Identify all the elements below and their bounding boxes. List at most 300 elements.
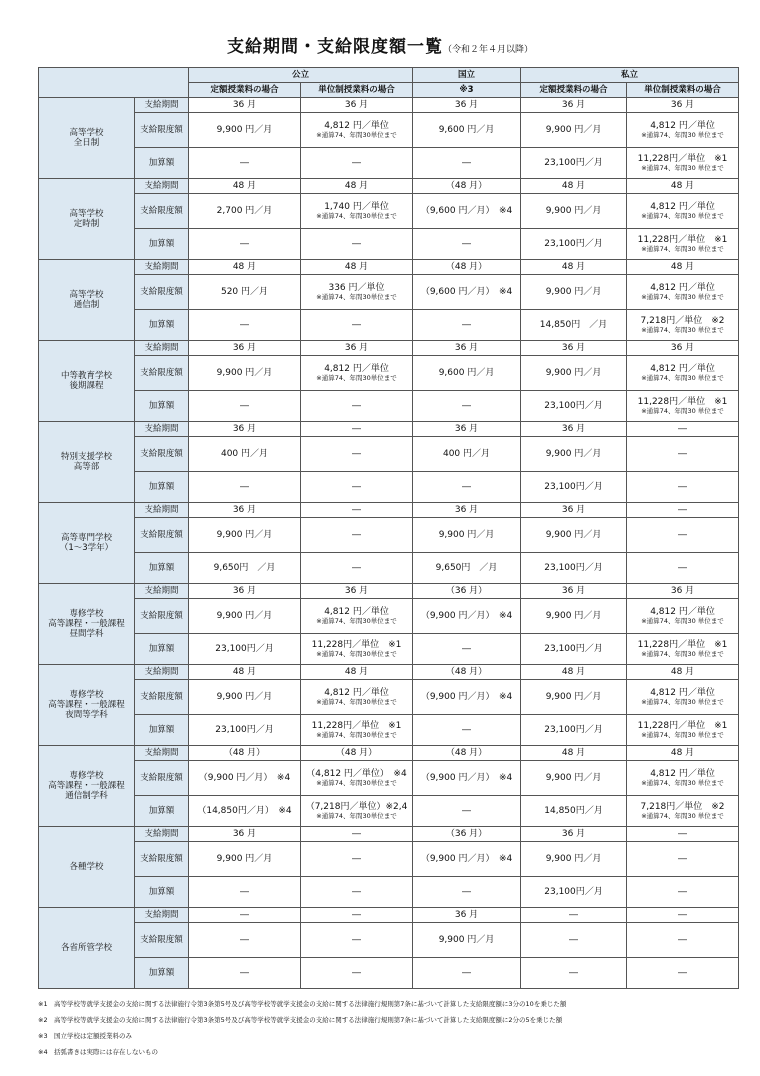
data-cell (413, 98, 521, 113)
school-name (39, 908, 135, 989)
data-cell (413, 148, 521, 179)
cell-value: ― (678, 449, 688, 459)
cell-value: ― (240, 482, 249, 492)
cell-value: ― (678, 505, 688, 515)
data-cell (189, 746, 301, 761)
cell-value: 48 月 (561, 262, 586, 272)
data-cell (521, 98, 627, 113)
cell-note: ※通算74、年間30 単位まで (641, 245, 724, 253)
cell-note: ※通算74、年間30単位まで (316, 293, 397, 301)
data-cell (189, 923, 301, 958)
data-cell (413, 260, 521, 275)
cell-value: 4,812 円／単位 (650, 121, 715, 131)
cell-value: ― (462, 644, 472, 654)
row-label: 加算額 (135, 310, 189, 341)
data-cell (521, 341, 627, 356)
cell-value: 23,100円／月 (544, 887, 603, 897)
data-cell (627, 518, 739, 553)
school-name (39, 260, 135, 341)
cell-note: ※通算74、年間30 単位まで (641, 212, 724, 220)
data-cell (627, 341, 739, 356)
table-row (39, 194, 739, 229)
cell-value: ― (352, 968, 361, 978)
data-cell (413, 908, 521, 923)
cell-value: 9,900 円／月 (545, 692, 602, 702)
footnote-text: 高等学校等就学支援金の支給に関する法律施行令第3条第5号及び高等学校等就学支援金の支給に関する法律施行規則第7条に基づいて計算した支給限度額に3分の10を乗じた額 (54, 1000, 567, 1008)
data-cell (521, 665, 627, 680)
data-cell (301, 680, 413, 715)
table-row (39, 634, 739, 665)
cell-value: ― (352, 449, 361, 459)
cell-value: ― (240, 320, 249, 330)
data-cell (627, 827, 739, 842)
row-label: 支給期間 (135, 665, 189, 680)
table-row (39, 341, 739, 356)
data-cell (521, 827, 627, 842)
cell-value: 23,100円／月 (544, 401, 603, 411)
data-cell (521, 599, 627, 634)
data-cell (189, 148, 301, 179)
row-label: 加算額 (135, 715, 189, 746)
data-cell (189, 341, 301, 356)
table-row (39, 842, 739, 877)
cell-value: ― (240, 910, 249, 920)
footnote-text: 高等学校等就学支援金の支給に関する法律施行令第3条第5号及び高等学校等就学支援金の支給に関する法律施行規則第7条に基づいて計算した支給限度額に2分の5を乗じた額 (54, 1016, 563, 1024)
data-cell (301, 715, 413, 746)
school-name-line: 通信制学科 (65, 791, 108, 801)
data-cell (413, 584, 521, 599)
cell-note: ※通算74、年間30 単位まで (641, 374, 724, 382)
data-cell (627, 877, 739, 908)
data-cell (627, 503, 739, 518)
data-cell (521, 391, 627, 422)
data-cell (189, 877, 301, 908)
data-cell (301, 422, 413, 437)
data-cell (413, 958, 521, 989)
footnote (38, 1044, 738, 1060)
data-cell (301, 148, 413, 179)
data-cell (521, 310, 627, 341)
row-label: 支給期間 (135, 179, 189, 194)
cell-value: ― (352, 935, 361, 945)
data-cell (189, 715, 301, 746)
table-row (39, 665, 739, 680)
data-cell (189, 98, 301, 113)
data-cell (189, 113, 301, 148)
cell-note: ※通算74、年間30単位まで (316, 374, 397, 382)
cell-value: ― (678, 910, 688, 920)
cell-value: 36 月 (454, 505, 479, 515)
data-cell (627, 472, 739, 503)
cell-note: ※通算74、年間30単位まで (316, 212, 397, 220)
cell-value: 9,900 円／月 (545, 449, 602, 459)
data-cell (521, 634, 627, 665)
data-cell (301, 908, 413, 923)
data-cell (413, 877, 521, 908)
cell-value: 9,900 円／月 (545, 368, 602, 378)
cell-value: ― (352, 482, 361, 492)
cell-note: ※通算74、年間30 単位まで (641, 617, 724, 625)
data-cell (413, 113, 521, 148)
cell-value: （9,900 円／月） ※4 (420, 773, 513, 783)
header-col-4: 単位制授業料の場合 (627, 83, 739, 98)
cell-value: （9,900 円／月） ※4 (420, 692, 513, 702)
cell-value: ― (352, 239, 361, 249)
data-cell (301, 665, 413, 680)
data-cell (413, 194, 521, 229)
cell-value: ― (462, 158, 472, 168)
data-cell (521, 877, 627, 908)
data-cell (627, 715, 739, 746)
title-sub: （令和２年４月以降） (442, 45, 533, 55)
cell-value: 36 月 (344, 100, 369, 110)
table-row (39, 923, 739, 958)
cell-value: 23,100円／月 (215, 644, 274, 654)
data-cell (301, 260, 413, 275)
data-cell (301, 923, 413, 958)
row-label: 支給期間 (135, 908, 189, 923)
cell-value: 4,812 円／単位 (324, 607, 389, 617)
data-cell (413, 665, 521, 680)
cell-note: ※通算74、年間30単位まで (316, 812, 397, 820)
data-cell (413, 680, 521, 715)
data-cell (301, 503, 413, 518)
row-label: 支給期間 (135, 746, 189, 761)
data-cell (189, 553, 301, 584)
data-cell (189, 796, 301, 827)
data-cell (521, 113, 627, 148)
row-label: 加算額 (135, 958, 189, 989)
cell-value: 2,700 円／月 (216, 206, 273, 216)
data-cell (189, 179, 301, 194)
header-col-0: 定額授業料の場合 (189, 83, 301, 98)
data-cell (627, 356, 739, 391)
school-name (39, 503, 135, 584)
school-name-line: 高等学校 (69, 290, 104, 300)
cell-value: （48 月） (335, 748, 378, 758)
header-col-2: ※3 (413, 83, 521, 98)
data-cell (627, 908, 739, 923)
data-cell (521, 179, 627, 194)
table-row (39, 391, 739, 422)
data-cell (521, 260, 627, 275)
row-label: 支給限度額 (135, 761, 189, 796)
cell-value: 14,850円 ／月 (539, 320, 608, 330)
cell-value: 11,228円／単位 ※1 (637, 721, 728, 731)
table-row (39, 553, 739, 584)
table-row (39, 584, 739, 599)
data-cell (627, 796, 739, 827)
footnote (38, 1012, 738, 1028)
cell-value: 36 月 (454, 100, 479, 110)
data-cell (189, 260, 301, 275)
cell-value: 23,100円／月 (215, 725, 274, 735)
cell-value: 48 月 (670, 748, 695, 758)
cell-value: 48 月 (670, 262, 695, 272)
data-cell (627, 437, 739, 472)
cell-value: ― (678, 482, 688, 492)
cell-value: 9,900 円／月 (545, 125, 602, 135)
cell-value: （14,850円／月） ※4 (197, 806, 292, 816)
cell-value: ― (352, 320, 361, 330)
table-row (39, 746, 739, 761)
data-cell (301, 194, 413, 229)
cell-value: 36 月 (232, 829, 257, 839)
row-label: 支給限度額 (135, 437, 189, 472)
data-cell (189, 422, 301, 437)
cell-value: 23,100円／月 (544, 239, 603, 249)
data-cell (413, 179, 521, 194)
cell-note: ※通算74、年間30 単位まで (641, 779, 724, 787)
cell-note: ※通算74、年間30 単位まで (641, 326, 724, 334)
table-row (39, 113, 739, 148)
header-private: 私立 (521, 68, 739, 83)
cell-value: ― (569, 910, 579, 920)
data-cell (301, 761, 413, 796)
cell-value: ― (678, 968, 688, 978)
data-cell (521, 746, 627, 761)
table-row (39, 179, 739, 194)
cell-value: 48 月 (670, 181, 695, 191)
table-body (39, 98, 739, 989)
cell-value: 9,900 円／月 (216, 530, 273, 540)
data-cell (521, 472, 627, 503)
data-cell (413, 437, 521, 472)
cell-value: （36 月） (445, 586, 488, 596)
school-name-line: 各省所管学校 (60, 943, 112, 953)
school-name-line: 高等課程・一般課程 (48, 619, 125, 629)
cell-value: 36 月 (344, 586, 369, 596)
data-cell (189, 761, 301, 796)
cell-value: 4,812 円／単位 (324, 364, 389, 374)
row-label: 支給限度額 (135, 680, 189, 715)
cell-value: 23,100円／月 (544, 644, 603, 654)
cell-value: 9,900 円／月 (216, 692, 273, 702)
cell-value: 36 月 (561, 829, 586, 839)
data-cell (413, 715, 521, 746)
data-cell (413, 341, 521, 356)
cell-value: ― (240, 887, 249, 897)
data-cell (627, 746, 739, 761)
data-cell (627, 842, 739, 877)
school-name-line: 夜間等学科 (65, 710, 108, 720)
cell-value: 7,218円／単位 ※2 (640, 802, 725, 812)
data-cell (189, 356, 301, 391)
cell-value: 1,740 円／単位 (324, 202, 389, 212)
data-cell (301, 341, 413, 356)
school-name-line: 専修学校 (69, 609, 104, 619)
cell-value: ― (569, 968, 579, 978)
data-cell (521, 229, 627, 260)
school-name (39, 179, 135, 260)
school-name (39, 665, 135, 746)
cell-value: 48 月 (561, 667, 586, 677)
school-name-line: 各種学校 (69, 862, 104, 872)
cell-value: ― (462, 806, 472, 816)
cell-value: （9,600 円／月） ※4 (420, 287, 513, 297)
footnote-mark: ※4 (38, 1048, 48, 1056)
cell-value: 36 月 (670, 586, 695, 596)
data-cell (521, 503, 627, 518)
cell-value: 9,900 円／月 (216, 611, 273, 621)
table-row (39, 599, 739, 634)
school-name (39, 341, 135, 422)
cell-value: 9,900 円／月 (216, 125, 273, 135)
data-cell (301, 391, 413, 422)
cell-value: 9,900 円／月 (545, 773, 602, 783)
cell-value: 36 月 (454, 343, 479, 353)
row-label: 支給期間 (135, 503, 189, 518)
row-label: 支給期間 (135, 260, 189, 275)
cell-value: 48 月 (344, 667, 369, 677)
table-row (39, 437, 739, 472)
row-label: 支給期間 (135, 827, 189, 842)
footnote (38, 1028, 738, 1044)
table-row (39, 958, 739, 989)
cell-value: 48 月 (344, 262, 369, 272)
cell-value: 4,812 円／単位 (650, 283, 715, 293)
row-label: 支給期間 (135, 98, 189, 113)
data-cell (301, 472, 413, 503)
data-cell (627, 229, 739, 260)
table-row (39, 310, 739, 341)
table-row (39, 518, 739, 553)
data-cell (521, 148, 627, 179)
cell-value: 9,900 円／月 (216, 854, 273, 864)
cell-value: ― (678, 935, 688, 945)
school-name-line: 中等教育学校 (60, 371, 112, 381)
cell-value: 7,218円／単位 ※2 (640, 316, 725, 326)
data-cell (189, 908, 301, 923)
data-cell (301, 229, 413, 260)
cell-value: 48 月 (561, 748, 586, 758)
cell-note: ※通算74、年間30 単位まで (641, 731, 724, 739)
cell-value: ― (678, 829, 688, 839)
cell-value: 9,900 円／月 (545, 854, 602, 864)
header-col-3: 定額授業料の場合 (521, 83, 627, 98)
data-cell (627, 634, 739, 665)
data-cell (301, 958, 413, 989)
cell-note: ※通算74、年間30 単位まで (641, 293, 724, 301)
data-cell (627, 553, 739, 584)
cell-value: ― (569, 935, 579, 945)
cell-value: （48 月） (223, 748, 266, 758)
data-cell (627, 391, 739, 422)
table-row (39, 148, 739, 179)
data-cell (189, 437, 301, 472)
school-name (39, 746, 135, 827)
header-corner (39, 68, 189, 98)
header-col-1: 単位制授業料の場合 (301, 83, 413, 98)
cell-value: ― (462, 725, 472, 735)
cell-value: ― (352, 563, 361, 573)
cell-value: 9,650円 ／月 (435, 563, 498, 573)
cell-value: （9,600 円／月） ※4 (420, 206, 513, 216)
row-label: 加算額 (135, 553, 189, 584)
cell-value: 36 月 (561, 100, 586, 110)
school-name-line: 高等部 (73, 462, 100, 472)
data-cell (413, 356, 521, 391)
data-cell (413, 503, 521, 518)
data-cell (301, 827, 413, 842)
header-public: 公立 (189, 68, 413, 83)
cell-value: 36 月 (561, 586, 586, 596)
cell-value: 36 月 (561, 505, 586, 515)
cell-value: 23,100円／月 (544, 563, 603, 573)
data-cell (189, 503, 301, 518)
row-label: 支給期間 (135, 341, 189, 356)
cell-value: （48 月） (445, 748, 488, 758)
cell-note: ※通算74、年間30単位まで (316, 779, 397, 787)
data-cell (521, 796, 627, 827)
school-name (39, 98, 135, 179)
cell-value: 48 月 (232, 667, 257, 677)
data-cell (627, 98, 739, 113)
data-cell (413, 275, 521, 310)
data-cell (627, 761, 739, 796)
cell-value: 400 円／月 (220, 449, 269, 459)
cell-value: 9,650円 ／月 (213, 563, 276, 573)
school-name-line: 高等学校 (69, 128, 104, 138)
cell-value: 36 月 (232, 424, 257, 434)
table-row (39, 229, 739, 260)
data-cell (301, 842, 413, 877)
school-name-line: 専修学校 (69, 690, 104, 700)
data-cell (521, 553, 627, 584)
cell-value: 4,812 円／単位 (324, 121, 389, 131)
cell-value: ― (678, 530, 688, 540)
data-cell (301, 310, 413, 341)
data-cell (627, 584, 739, 599)
document-title (0, 32, 760, 57)
data-cell (301, 634, 413, 665)
cell-value: 23,100円／月 (544, 482, 603, 492)
cell-value: ― (352, 505, 361, 515)
cell-value: 4,812 円／単位 (650, 202, 715, 212)
cell-value: 36 月 (232, 100, 257, 110)
cell-value: 48 月 (344, 181, 369, 191)
table-row (39, 356, 739, 391)
header-row-groups (39, 68, 739, 83)
cell-value: 36 月 (670, 100, 695, 110)
cell-value: ― (352, 829, 361, 839)
cell-value: 11,228円／単位 ※1 (311, 721, 402, 731)
row-label: 加算額 (135, 877, 189, 908)
data-cell (521, 958, 627, 989)
cell-value: 23,100円／月 (544, 725, 603, 735)
table-row (39, 422, 739, 437)
cell-note: ※通算74、年間30 単位まで (641, 164, 724, 172)
school-name-line: 専修学校 (69, 771, 104, 781)
data-cell (521, 275, 627, 310)
row-label: 支給限度額 (135, 194, 189, 229)
data-cell (413, 310, 521, 341)
data-cell (627, 599, 739, 634)
cell-value: ― (352, 158, 361, 168)
data-cell (413, 923, 521, 958)
school-name-line: 通信制 (73, 300, 100, 310)
data-cell (413, 634, 521, 665)
school-name (39, 827, 135, 908)
cell-value: ― (240, 239, 249, 249)
data-cell (521, 680, 627, 715)
data-cell (189, 680, 301, 715)
cell-value: ― (678, 854, 688, 864)
cell-value: ― (240, 158, 249, 168)
cell-value: 400 円／月 (442, 449, 491, 459)
table-row (39, 98, 739, 113)
cell-value: 9,900 円／月 (545, 611, 602, 621)
